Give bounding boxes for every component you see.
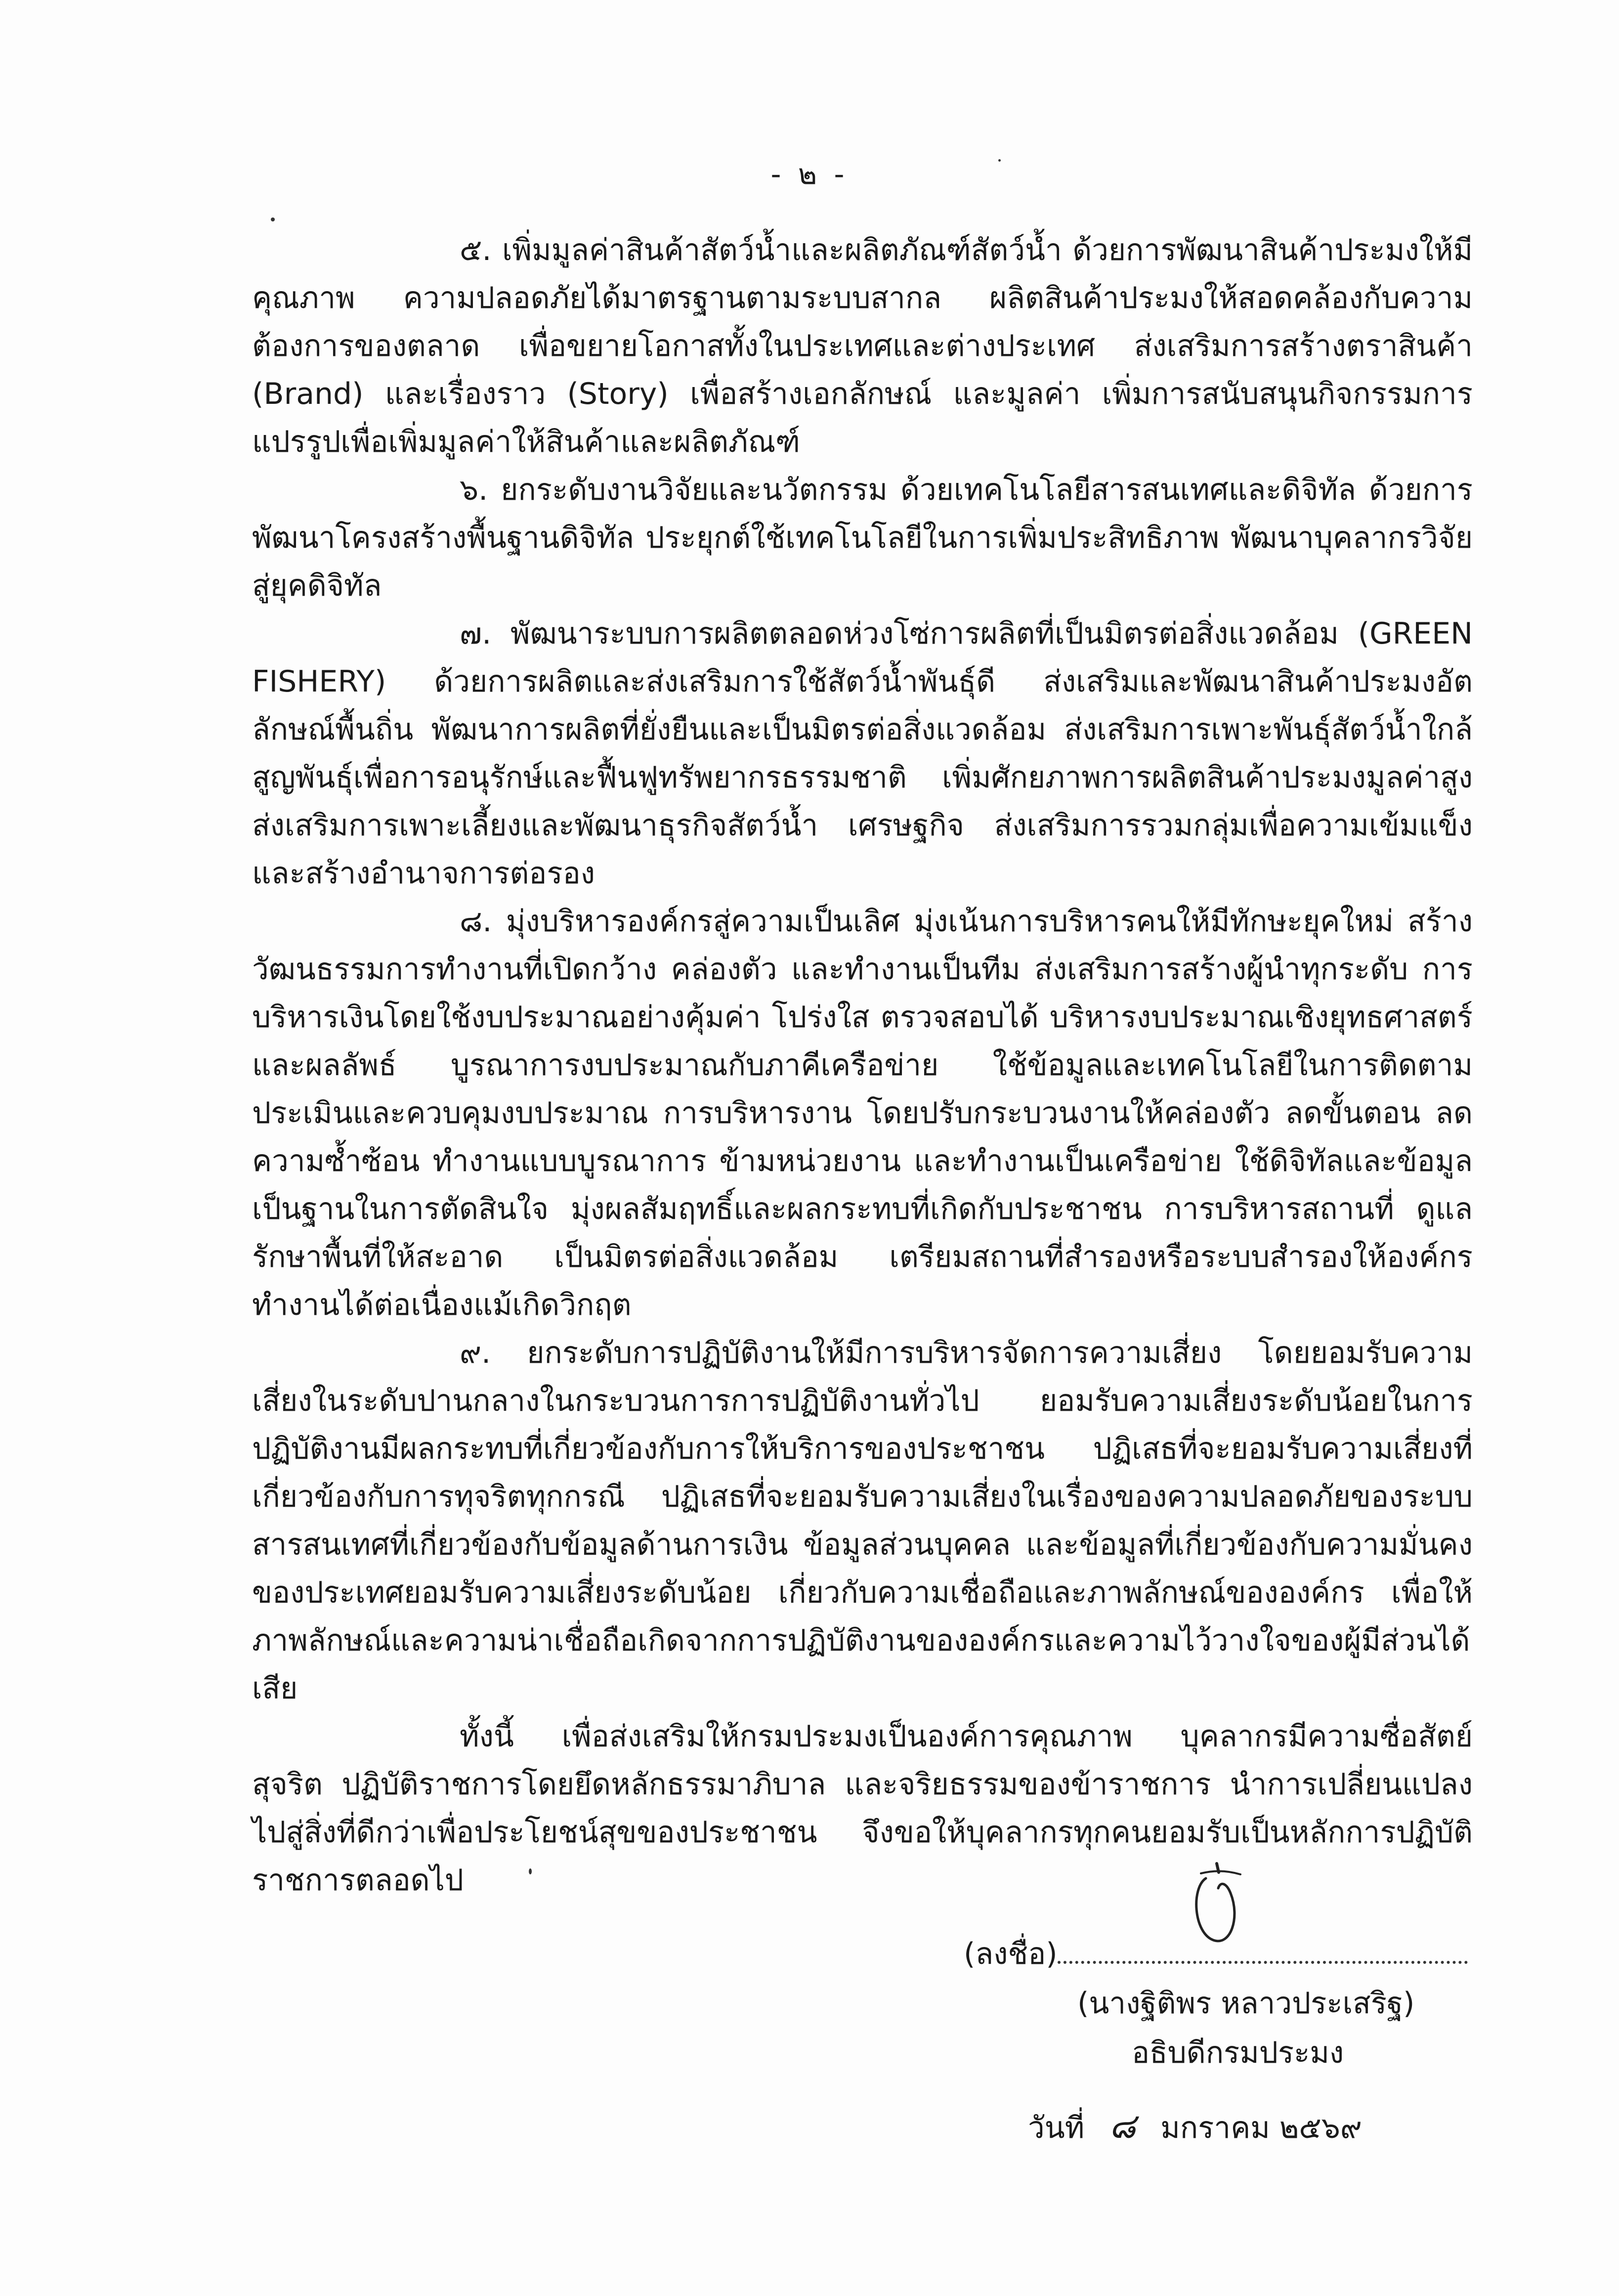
signatory-position: อธิบดีกรมประมง	[1132, 2036, 1344, 2070]
date-day: ๘	[1109, 2106, 1136, 2146]
paragraph-item-9: ๙. ยกระดับการปฏิบัติงานให้มีการบริหารจัดการความเสี่ยง โดยยอมรับความเสี่ยงในระดับปานกลางในกระบวนการการปฏิบัติงานทั่วไป ยอมรับความเสี่ยงระดับน้อยในการปฏิบัติงานมีผลกระทบที่เกี่ยวข้องกับการให้บริการของประชาชน ปฏิเสธที่จะยอมรับความเสี่ยงที่เกี่ยวข้องกับการทุจริตทุกกรณี ปฏิเสธที่จะยอมรับความเสี่ยงในเรื่องของความปลอดภัยของระบบสารสนเทศที่เกี่ยวข้องกับข้อมูลด้านการเงิน ข้อมูลส่วนบุคคล และข้อมูลที่เกี่ยวข้องกับความมั่นคงของประเทศยอมรับความเสี่ยงระดับน้อย เกี่ยวกับความเชื่อถือและภาพลักษณ์ขององค์กร เพื่อให้ภาพลักษณ์และความน่าเชื่อถือเกิดจากการปฏิบัติงานขององค์กรและความไว้วางใจของผู้มีส่วนได้เสีย	[252, 1336, 1473, 1706]
scan-speck	[998, 159, 1001, 162]
signature-date	[1028, 2098, 1362, 2153]
paragraph-item-8: ๘. มุ่งบริหารองค์กรสู่ความเป็นเลิศ มุ่งเน้นการบริหารคนให้มีทักษะยุคใหม่ สร้างวัฒนธรรมการทำงานที่เปิดกว้าง คล่องตัว และทำงานเป็นทีม ส่งเสริมการสร้างผู้นำทุกระดับ การบริหารเงินโดยใช้งบประมาณอย่างคุ้มค่า โปร่งใส ตรวจสอบได้ บริหารงบประมาณเชิงยุทธศาสตร์และผลลัพธ์ บูรณาการงบประมาณกับภาคีเครือข่าย ใช้ข้อมูลและเทคโนโลยีในการติดตาม ประเมินและควบคุมงบประมาณ การบริหารงาน โดยปรับกระบวนงานให้คล่องตัว ลดขั้นตอน ลดความซ้ำซ้อน ทำงานแบบบูรณาการ ข้ามหน่วยงาน และทำงานเป็นเครือข่าย ใช้ดิจิทัลและข้อมูลเป็นฐานในการตัดสินใจ มุ่งผลสัมฤทธิ์และผลกระทบที่เกิดกับประชาชน การบริหารสถานที่ ดูแลรักษาพื้นที่ให้สะอาด เป็นมิตรต่อสิ่งแวดล้อม เตรียมสถานที่สำรองหรือระบบสำรองให้องค์กรทำงานได้ต่อเนื่องแม้เกิดวิกฤต	[252, 904, 1473, 1322]
date-month-year: มกราคม ๒๕๖๙	[1160, 2111, 1362, 2145]
date-label: วันที่	[1028, 2111, 1085, 2145]
signatory-name: (นางฐิติพร หลาวประเสริฐ)	[1077, 1986, 1415, 2021]
page-number: - ๒ -	[770, 157, 849, 191]
signature-dotted-line	[1058, 1941, 1468, 1964]
signature-line	[964, 1930, 1468, 1977]
signature-label: (ลงชื่อ)	[964, 1937, 1058, 1971]
document-body	[252, 226, 1473, 1905]
scan-speck	[271, 217, 275, 221]
paragraph-item-5: ๕. เพิ่มมูลค่าสินค้าสัตว์น้ำและผลิตภัณฑ์สัตว์น้ำ ด้วยการพัฒนาสินค้าประมงให้มีคุณภาพ ความปลอดภัยได้มาตรฐานตามระบบสากล ผลิตสินค้าประมงให้สอดคล้องกับความต้องการของตลาด เพื่อขยายโอกาสทั้งในประเทศและต่างประเทศ ส่งเสริมการสร้างตราสินค้า (Brand) และเรื่องราว (Story) เพื่อสร้างเอกลักษณ์ และมูลค่า เพิ่มการสนับสนุนกิจกรรมการแปรรูปเพื่อเพิ่มมูลค่าให้สินค้าและผลิตภัณฑ์	[252, 233, 1473, 459]
paragraph-item-6: ๖. ยกระดับงานวิจัยและนวัตกรรม ด้วยเทคโนโลยีสารสนเทศและดิจิทัล ด้วยการพัฒนาโครงสร้างพื้นฐานดิจิทัล ประยุกต์ใช้เทคโนโลยีในการเพิ่มประสิทธิภาพ พัฒนาบุคลากรวิจัยสู่ยุคดิจิทัล	[252, 473, 1473, 603]
scan-speck	[529, 1868, 532, 1874]
paragraph-closing: ทั้งนี้ เพื่อส่งเสริมให้กรมประมงเป็นองค์การคุณภาพ บุคลากรมีความซื่อสัตย์ สุจริต ปฏิบัติราชการโดยยึดหลักธรรมาภิบาล และจริยธรรมของข้าราชการ นำการเปลี่ยนแปลงไปสู่สิ่งที่ดีกว่าเพื่อประโยชน์สุขของประชาชน จึงขอให้บุคลากรทุกคนยอมรับเป็นหลักการปฏิบัติราชการตลอดไป	[252, 1719, 1473, 1898]
paragraph-item-7: ๗. พัฒนาระบบการผลิตตลอดห่วงโซ่การผลิตที่เป็นมิตรต่อสิ่งแวดล้อม (GREEN FISHERY) ด้วยการผลิตและส่งเสริมการใช้สัตว์น้ำพันธุ์ดี ส่งเสริมและพัฒนาสินค้าประมงอัตลักษณ์พื้นถิ่น พัฒนาการผลิตที่ยั่งยืนและเป็นมิตรต่อสิ่งแวดล้อม ส่งเสริมการเพาะพันธุ์สัตว์น้ำใกล้สูญพันธุ์เพื่อการอนุรักษ์และฟื้นฟูทรัพยากรธรรมชาติ เพิ่มศักยภาพการผลิตสินค้าประมงมูลค่าสูง ส่งเสริมการเพาะเลี้ยงและพัฒนาธุรกิจสัตว์น้ำ เศรษฐกิจ ส่งเสริมการรวมกลุ่มเพื่อความเข้มแข็ง และสร้างอำนาจการต่อรอง	[252, 616, 1473, 891]
